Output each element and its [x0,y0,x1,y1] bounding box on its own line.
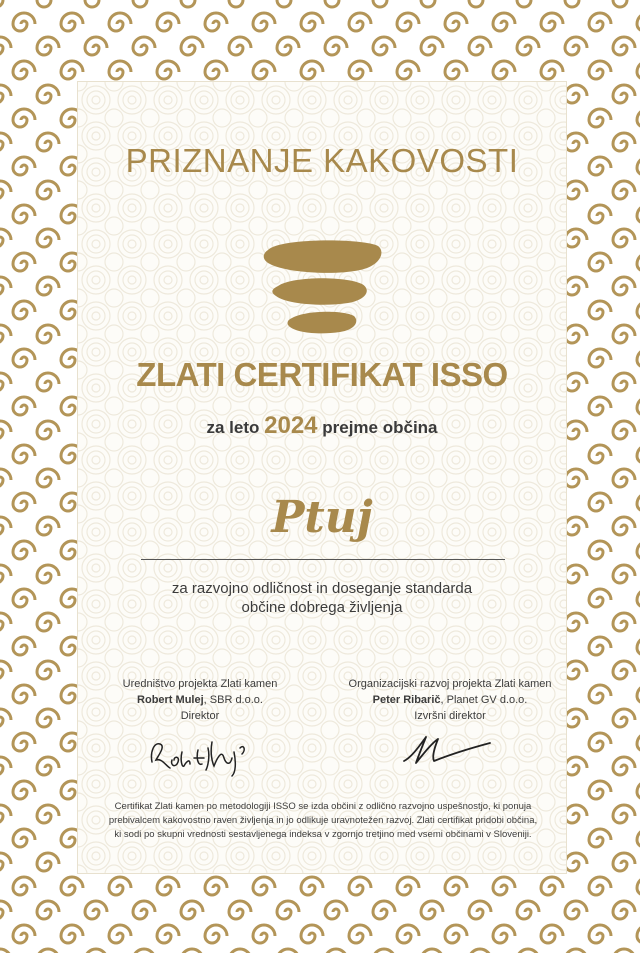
year-suffix: prejme občina [322,418,438,437]
signatory-name: Robert Mulej [137,694,204,706]
signature-peter-ribaric [400,727,495,769]
signatory-org: , SBR d.o.o. [203,694,263,706]
award-description [78,579,566,617]
signatory-name: Peter Ribarič [372,694,441,706]
recipient-name: Ptuj [271,492,373,543]
year-line [78,412,566,440]
recipient-underline [141,559,505,560]
year-prefix: za leto [206,418,260,437]
gold-stones-logo-icon [262,240,384,336]
signatory-role: Organizacijski razvoj projekta Zlati kamen [348,678,552,690]
description-line-1: za razvojno odličnost in doseganje standarda [171,580,473,597]
certificate-title: ZLATI CERTIFIKAT ISSO [136,356,508,393]
signatory-right [330,676,567,724]
award-year: 2024 [264,412,318,439]
signatory-org: , Planet GV d.o.o. [440,694,528,706]
certificate-footnote [100,800,546,842]
signatory-left [80,676,320,724]
signatory-position: Direktor [180,710,220,722]
certificate-heading: PRIZNANJE KAKOVOSTI [125,142,519,179]
certificate-panel [77,81,567,874]
footnote-line-3: ki sodi po skupni vrednosti sestavljenega indeksa v zgornjo tretjino med vsemi občinami v Sloveniji. [114,829,532,840]
footnote-line-2: prebivalcem kakovostno raven življenja in jo odlikuje uravnotežen razvoj. Zlati certifikat pridobi občina, [108,815,538,826]
description-line-2: občine dobrega življenja [241,599,403,616]
signatory-position: Izvršni direktor [414,710,486,722]
signature-robert-mulej [146,722,256,778]
signatory-role: Uredništvo projekta Zlati kamen [122,678,278,690]
footnote-line-1: Certifikat Zlati kamen po metodologiji ISSO se izda občini z odlično razvojno uspešnostjo, ki ponuja [114,801,532,812]
